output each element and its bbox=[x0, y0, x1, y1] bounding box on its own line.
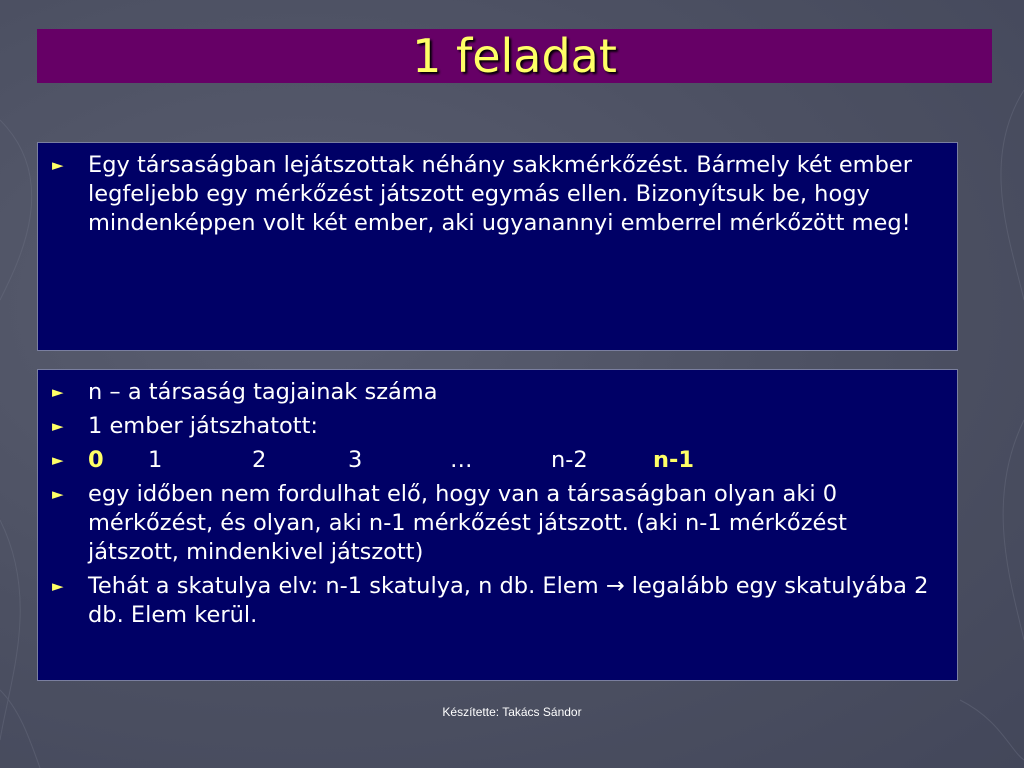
sequence-item: 1 bbox=[148, 447, 163, 473]
task-list bbox=[50, 151, 941, 238]
solution-line-5a: Tehát a skatulya elv: n-1 skatulya, n db. Elem bbox=[88, 573, 606, 599]
task-text: Egy társaságban lejátszottak néhány sakkmérkőzést. Bármely két ember legfeljebb egy mérkőzést játszott egymás ellen. Bizonyítsuk be, hogy mindenképpen volt két ember, aki ugyanannyi emberrel mérkőzött meg! bbox=[88, 152, 912, 236]
solution-line-2: 1 ember játszhatott: bbox=[88, 413, 319, 439]
sequence-item: 2 bbox=[252, 447, 267, 473]
solution-line-4: egy időben nem fordulhat elő, hogy van a társaságban olyan aki 0 mérkőzést, és olyan, aki n-1 mérkőzést játszott. (aki n-1 mérkőzést játszott, mindenkivel játszott) bbox=[88, 481, 847, 565]
solution-panel bbox=[37, 369, 958, 681]
solution-list bbox=[50, 378, 941, 630]
task-bullet bbox=[50, 151, 941, 238]
sequence-item: n-1 bbox=[653, 447, 695, 473]
sequence-item: 3 bbox=[348, 447, 363, 473]
triangle-right-icon: ► bbox=[52, 451, 64, 469]
solution-line-5b: legalább egy skatulyába 2 db. Elem kerül. bbox=[88, 573, 929, 628]
slide-title: 1 feladat bbox=[412, 29, 617, 83]
sequence-item: n-2 bbox=[551, 447, 588, 473]
sequence-item: 0 bbox=[88, 447, 104, 473]
triangle-right-icon: ► bbox=[52, 156, 64, 174]
solution-bullet-1 bbox=[50, 378, 941, 407]
triangle-right-icon: ► bbox=[52, 417, 64, 435]
triangle-right-icon: ► bbox=[52, 485, 64, 503]
footer-credit: Készítette: Takács Sándor bbox=[442, 705, 582, 719]
task-panel bbox=[37, 142, 958, 351]
solution-line-1: n – a társaság tagjainak száma bbox=[88, 379, 438, 405]
sequence-item: … bbox=[450, 447, 473, 473]
solution-bullet-2 bbox=[50, 412, 941, 441]
right-arrow-icon: → bbox=[605, 573, 625, 599]
solution-bullet-3 bbox=[50, 446, 941, 475]
solution-bullet-5 bbox=[50, 572, 941, 630]
triangle-right-icon: ► bbox=[52, 383, 64, 401]
triangle-right-icon: ► bbox=[52, 577, 64, 595]
title-bar bbox=[37, 29, 992, 83]
solution-bullet-4 bbox=[50, 480, 941, 567]
sequence-row bbox=[88, 447, 694, 473]
